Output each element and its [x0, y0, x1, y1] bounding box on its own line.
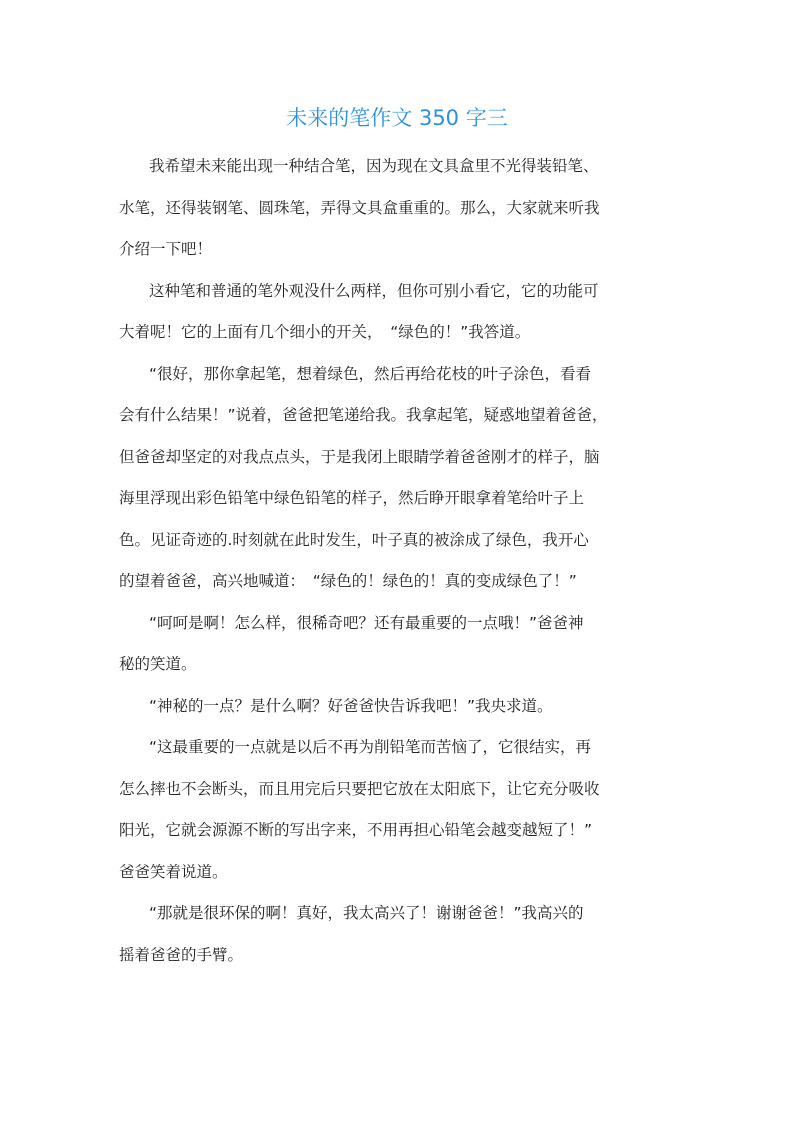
- text-line: 怎么摔也不会断头，而且用完后只要把它放在太阳底下，让它充分吸收: [119, 779, 600, 798]
- text-line: 的望着爸爸，高兴地喊道： “绿色的！绿色的！真的变成绿色了！”: [119, 572, 577, 590]
- document-title: 未来的笔作文 350 字三: [286, 106, 508, 130]
- paragraph: [119, 146, 673, 271]
- paragraph: [119, 603, 673, 686]
- text-line: 这种笔和普通的笔外观没什么两样，但你可别小看它，它的功能可: [149, 281, 599, 300]
- paragraph: [119, 271, 673, 354]
- text-line: “那就是很环保的啊！真好，我太高兴了！谢谢爸爸！”我高兴的: [149, 904, 584, 922]
- text-line: “呵呵是啊！怎么样，很稀奇吧？还有最重要的一点哦！”爸爸神: [149, 613, 584, 632]
- text-line: 但爸爸却坚定的对我点点头，于是我闭上眼睛学着爸爸刚才的样子，脑: [119, 447, 600, 466]
- text-line: 秘的笑道。: [119, 655, 197, 673]
- text-line: “很好，那你拿起笔，想着绿色，然后再给花枝的叶子涂色，看看: [149, 364, 592, 383]
- paragraph: [119, 893, 673, 976]
- text-line: 介绍一下吧！: [119, 240, 213, 258]
- text-line: 水笔，还得装钢笔、圆珠笔，弄得文具盒重重的。那么，大家就来听我: [119, 198, 600, 217]
- text-line: 阳光，它就会源源不断的写出字来，不用再担心铅笔会越变越短了！”: [119, 821, 593, 839]
- paragraph: [119, 727, 673, 893]
- text-line: 摇着爸爸的手臂。: [119, 945, 244, 964]
- paragraph: [119, 354, 673, 603]
- text-line: “神秘的一点？是什么啊？好爸爸快告诉我吧！”我央求道。: [149, 696, 553, 715]
- document-body: [119, 146, 673, 976]
- text-line: 海里浮现出彩色铅笔中绿色铅笔的样子，然后睁开眼拿着笔给叶子上: [119, 489, 585, 507]
- text-line: 大着呢！它的上面有几个细小的开关， “绿色的！”我答道。: [119, 323, 531, 341]
- text-line: 会有什么结果！”说着，爸爸把笔递给我。我拿起笔，疑惑地望着爸爸，: [119, 406, 608, 424]
- text-line: 色。见证奇迹的.时刻就在此时发生，叶子真的被涂成了绿色，我开心: [119, 530, 589, 549]
- text-line: 爸爸笑着说道。: [119, 862, 228, 881]
- paragraph: [119, 686, 673, 728]
- text-line: “这最重要的一点就是以后不再为削铅笔而苦恼了，它很结实，再: [149, 738, 592, 756]
- text-line: 我希望未来能出现一种结合笔，因为现在文具盒里不光得装铅笔、: [149, 157, 599, 175]
